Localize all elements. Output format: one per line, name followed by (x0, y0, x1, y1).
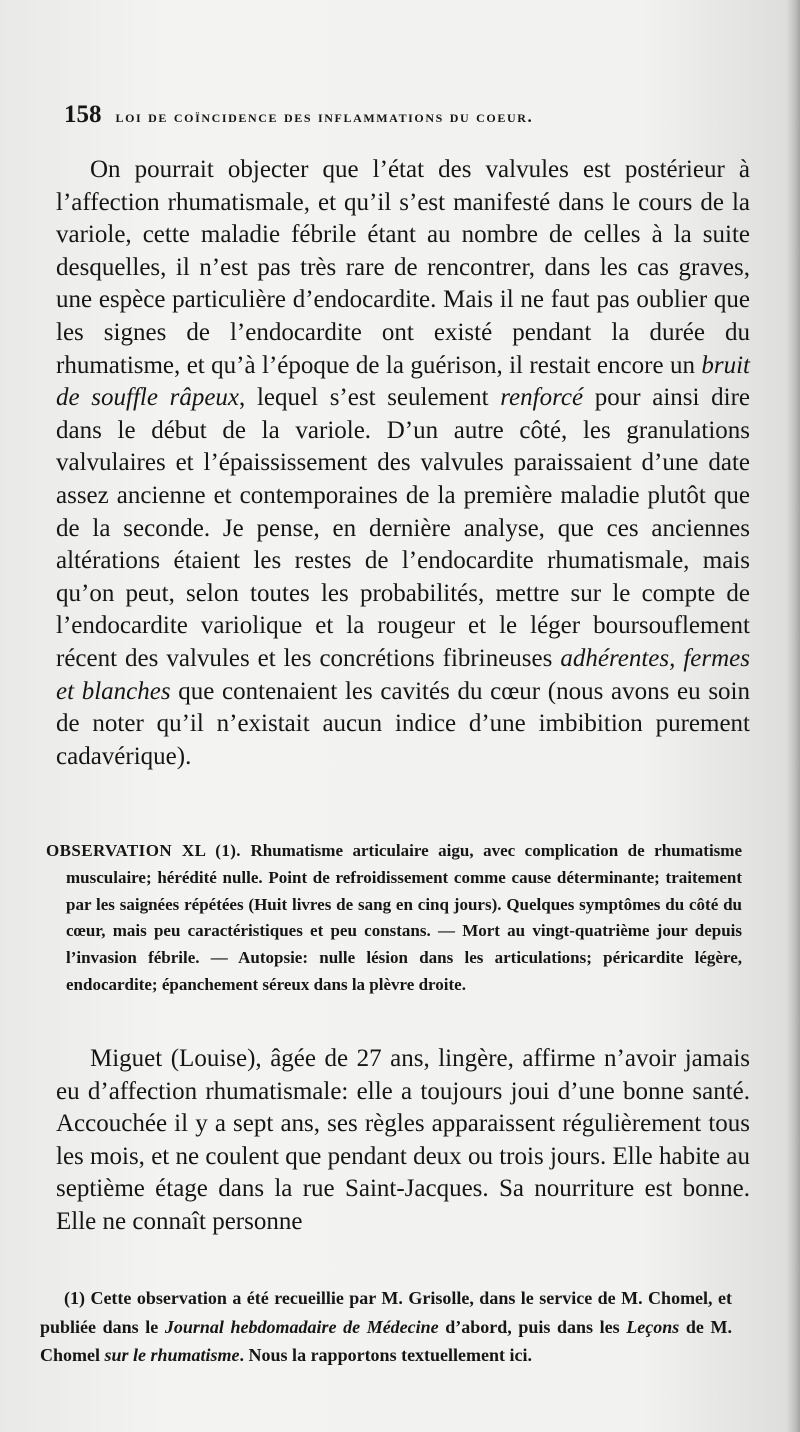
observation-body: Rhumatisme articulaire aigu, avec complication de rhumatisme musculaire; hérédité nulle. Point de refroidissement comme cause déterminante; traitement par les saignées répétées (Huit livres de sang en cinq jours). Quelques symptômes du côté du cœur, mais peu caractéristiques et peu constans. — Mort au vingt-quatrième jour depuis l’invasion fébrile. — Autopsie: nulle lésion dans les articulations; péricardite légère, endocardite; épanchement séreux dans la plèvre droite. (66, 841, 742, 994)
footnote (40, 1284, 732, 1370)
italic-phrase: sur le rhumatisme (104, 1345, 240, 1365)
text-run: , lequel s’est seulement (239, 384, 501, 412)
paragraph-objection (56, 154, 750, 773)
italic-phrase: adhérentes, fermes et blanches (56, 644, 750, 705)
paragraph-text (56, 154, 750, 773)
text-run: (1) Cette observation a été recueillie par M. Grisolle, dans le service de M. Chomel, et publiée dans le (40, 1288, 732, 1337)
text-run: de M. Chomel (40, 1316, 732, 1365)
running-header (64, 101, 706, 131)
observation-summary (46, 838, 742, 999)
observation-text (46, 838, 742, 999)
text-run: . Nous la rapportons textuellement ici. (239, 1345, 533, 1365)
paragraph-patient (56, 1043, 750, 1239)
paragraph-text: Miguet (Louise), âgée de 27 ans, lingère, affirme n’avoir jamais eu d’affection rhumatismale: elle a toujours joui d’une bonne santé. Accouchée il y a sept ans, ses règles apparaissent régulièrement tous les mois, et ne coulent que pendant deux ou trois jours. Elle habite au septième étage dans la rue Saint-Jacques. Sa nourriture est bonne. Elle ne connaît personne (56, 1045, 750, 1235)
text-run: On pourrait objecter que l’état des valvules est postérieur à l’affection rhumatismale, et qu’il s’est manifesté dans le cours de la variole, cette maladie fébrile étant au nombre de celles à la suite desquelles, il n’est pas très rare de rencontrer, dans les cas graves, une espèce particulière d’endocardite. Mais il ne faut pas oublier que les signes de l’endocardite ont existé pendant la durée du rhumatisme, et qu’à l’époque de la guérison, il restait encore un (56, 156, 750, 379)
running-title: loi de coïncidence des inflammations du coeur. (115, 107, 534, 126)
page-number: 158 (64, 101, 102, 128)
footnote-text (40, 1284, 732, 1370)
page-edge-shadow (786, 0, 800, 1432)
observation-heading: OBSERVATION XL (1). (46, 841, 241, 860)
italic-phrase: Leçons (626, 1316, 680, 1337)
text-run: que contenaient les cavités du cœur (nous avons eu soin de noter qu’il n’existait aucun indice d’une imbibition purement cadavérique). (56, 677, 750, 770)
italic-phrase: bruit de souffle râpeux (56, 351, 750, 412)
text-run: pour ainsi dire dans le début de la variole. D’un autre côté, les granulations valvulaires et l’épaississement des valvules paraissaient d’une date assez ancienne et contemporaines de la première maladie plutôt que de la seconde. Je pense, en dernière analyse, que ces anciennes altérations étaient les restes de l’endocardite rhumatismale, mais qu’on peut, selon toutes les probabilités, mettre sur le compte de l’endocardite variolique et la rougeur et le léger boursouflement récent des valvules et les concrétions fibrineuses (56, 384, 750, 672)
text-run: d’abord, puis dans les (438, 1316, 627, 1337)
italic-phrase: renforcé (500, 384, 584, 412)
italic-phrase: Journal hebdomadaire de Médecine (164, 1316, 439, 1337)
